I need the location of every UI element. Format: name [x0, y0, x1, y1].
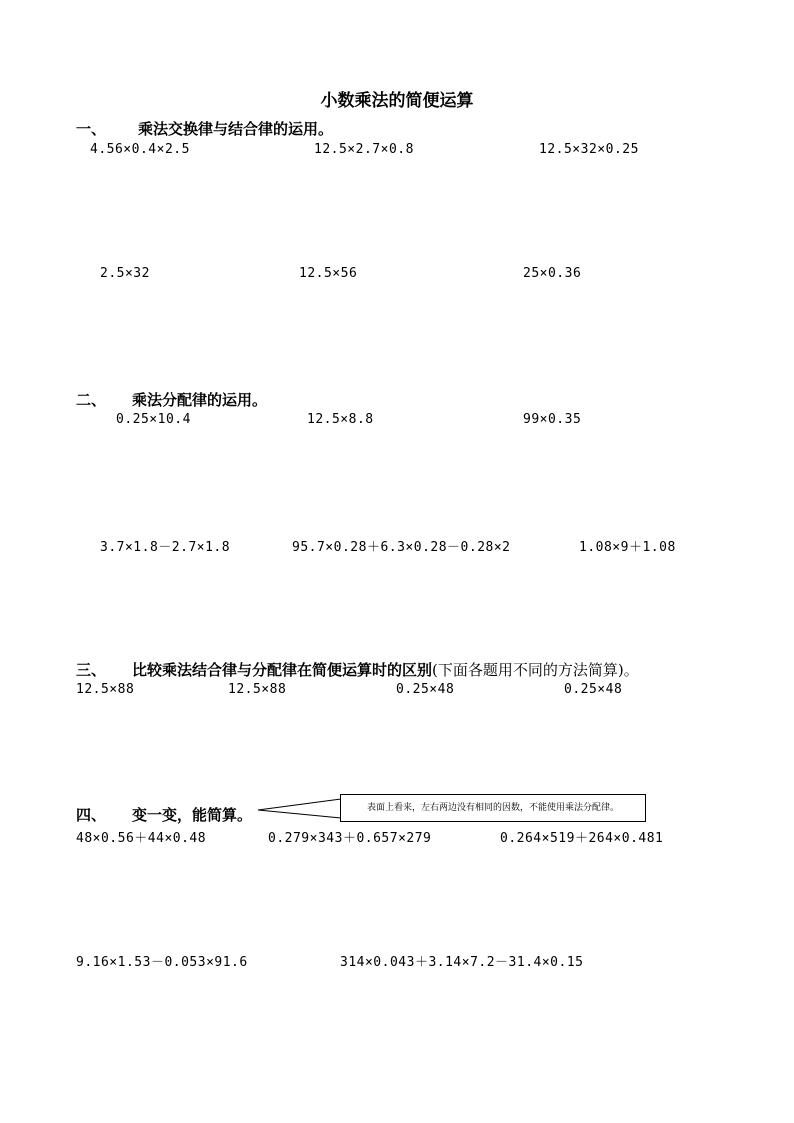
section-2-number: 二、 — [76, 391, 107, 409]
page-title: 小数乘法的简便运算 — [320, 91, 474, 111]
problem-1-4: 2.5×32 — [100, 266, 150, 281]
problem-1-2: 12.5×2.7×0.8 — [314, 142, 414, 157]
callout-note: 表面上看来，左右两边没有相同的因数，不能使用乘法分配律。 — [340, 794, 646, 822]
problem-3-3: 0.25×48 — [396, 682, 455, 697]
problem-2-4: 3.7×1.8－2.7×1.8 — [100, 540, 231, 555]
section-3-note: (下面各题用不同的方法简算)。 — [432, 661, 639, 679]
problem-4-2: 0.279×343＋0.657×279 — [268, 831, 432, 846]
problem-2-6: 1.08×9＋1.08 — [579, 540, 676, 555]
problem-2-1: 0.25×10.4 — [116, 412, 191, 427]
section-4-heading — [76, 804, 253, 825]
problem-2-3: 99×0.35 — [523, 412, 582, 427]
problem-3-4: 0.25×48 — [564, 682, 623, 697]
section-2-title: 乘法分配律的运用。 — [132, 391, 268, 409]
problem-4-1: 48×0.56＋44×0.48 — [76, 831, 207, 846]
problem-4-3: 0.264×519＋264×0.481 — [500, 831, 664, 846]
problem-4-4: 9.16×1.53－0.053×91.6 — [76, 955, 248, 970]
section-3-title: 比较乘法结合律与分配律在简便运算时的区别 — [132, 661, 433, 679]
section-2-heading — [76, 389, 268, 410]
problem-3-1: 12.5×88 — [76, 682, 135, 697]
problem-2-2: 12.5×8.8 — [307, 412, 374, 427]
section-1-heading — [76, 118, 334, 139]
problem-4-5: 314×0.043＋3.14×7.2－31.4×0.15 — [340, 955, 584, 970]
section-4-number: 四、 — [76, 806, 107, 824]
section-3-heading — [76, 659, 639, 680]
problem-1-6: 25×0.36 — [523, 266, 582, 281]
problem-1-1: 4.56×0.4×2.5 — [90, 142, 190, 157]
section-3-number: 三、 — [76, 661, 107, 679]
section-4-title: 变一变，能简算。 — [132, 806, 253, 824]
problem-2-5: 95.7×0.28＋6.3×0.28－0.28×2 — [292, 540, 511, 555]
section-1-title: 乘法交换律与结合律的运用。 — [138, 120, 334, 138]
problem-1-3: 12.5×32×0.25 — [539, 142, 639, 157]
problem-1-5: 12.5×56 — [299, 266, 358, 281]
callout-pointer — [256, 794, 346, 824]
problem-3-2: 12.5×88 — [228, 682, 287, 697]
section-1-number: 一、 — [76, 120, 107, 138]
